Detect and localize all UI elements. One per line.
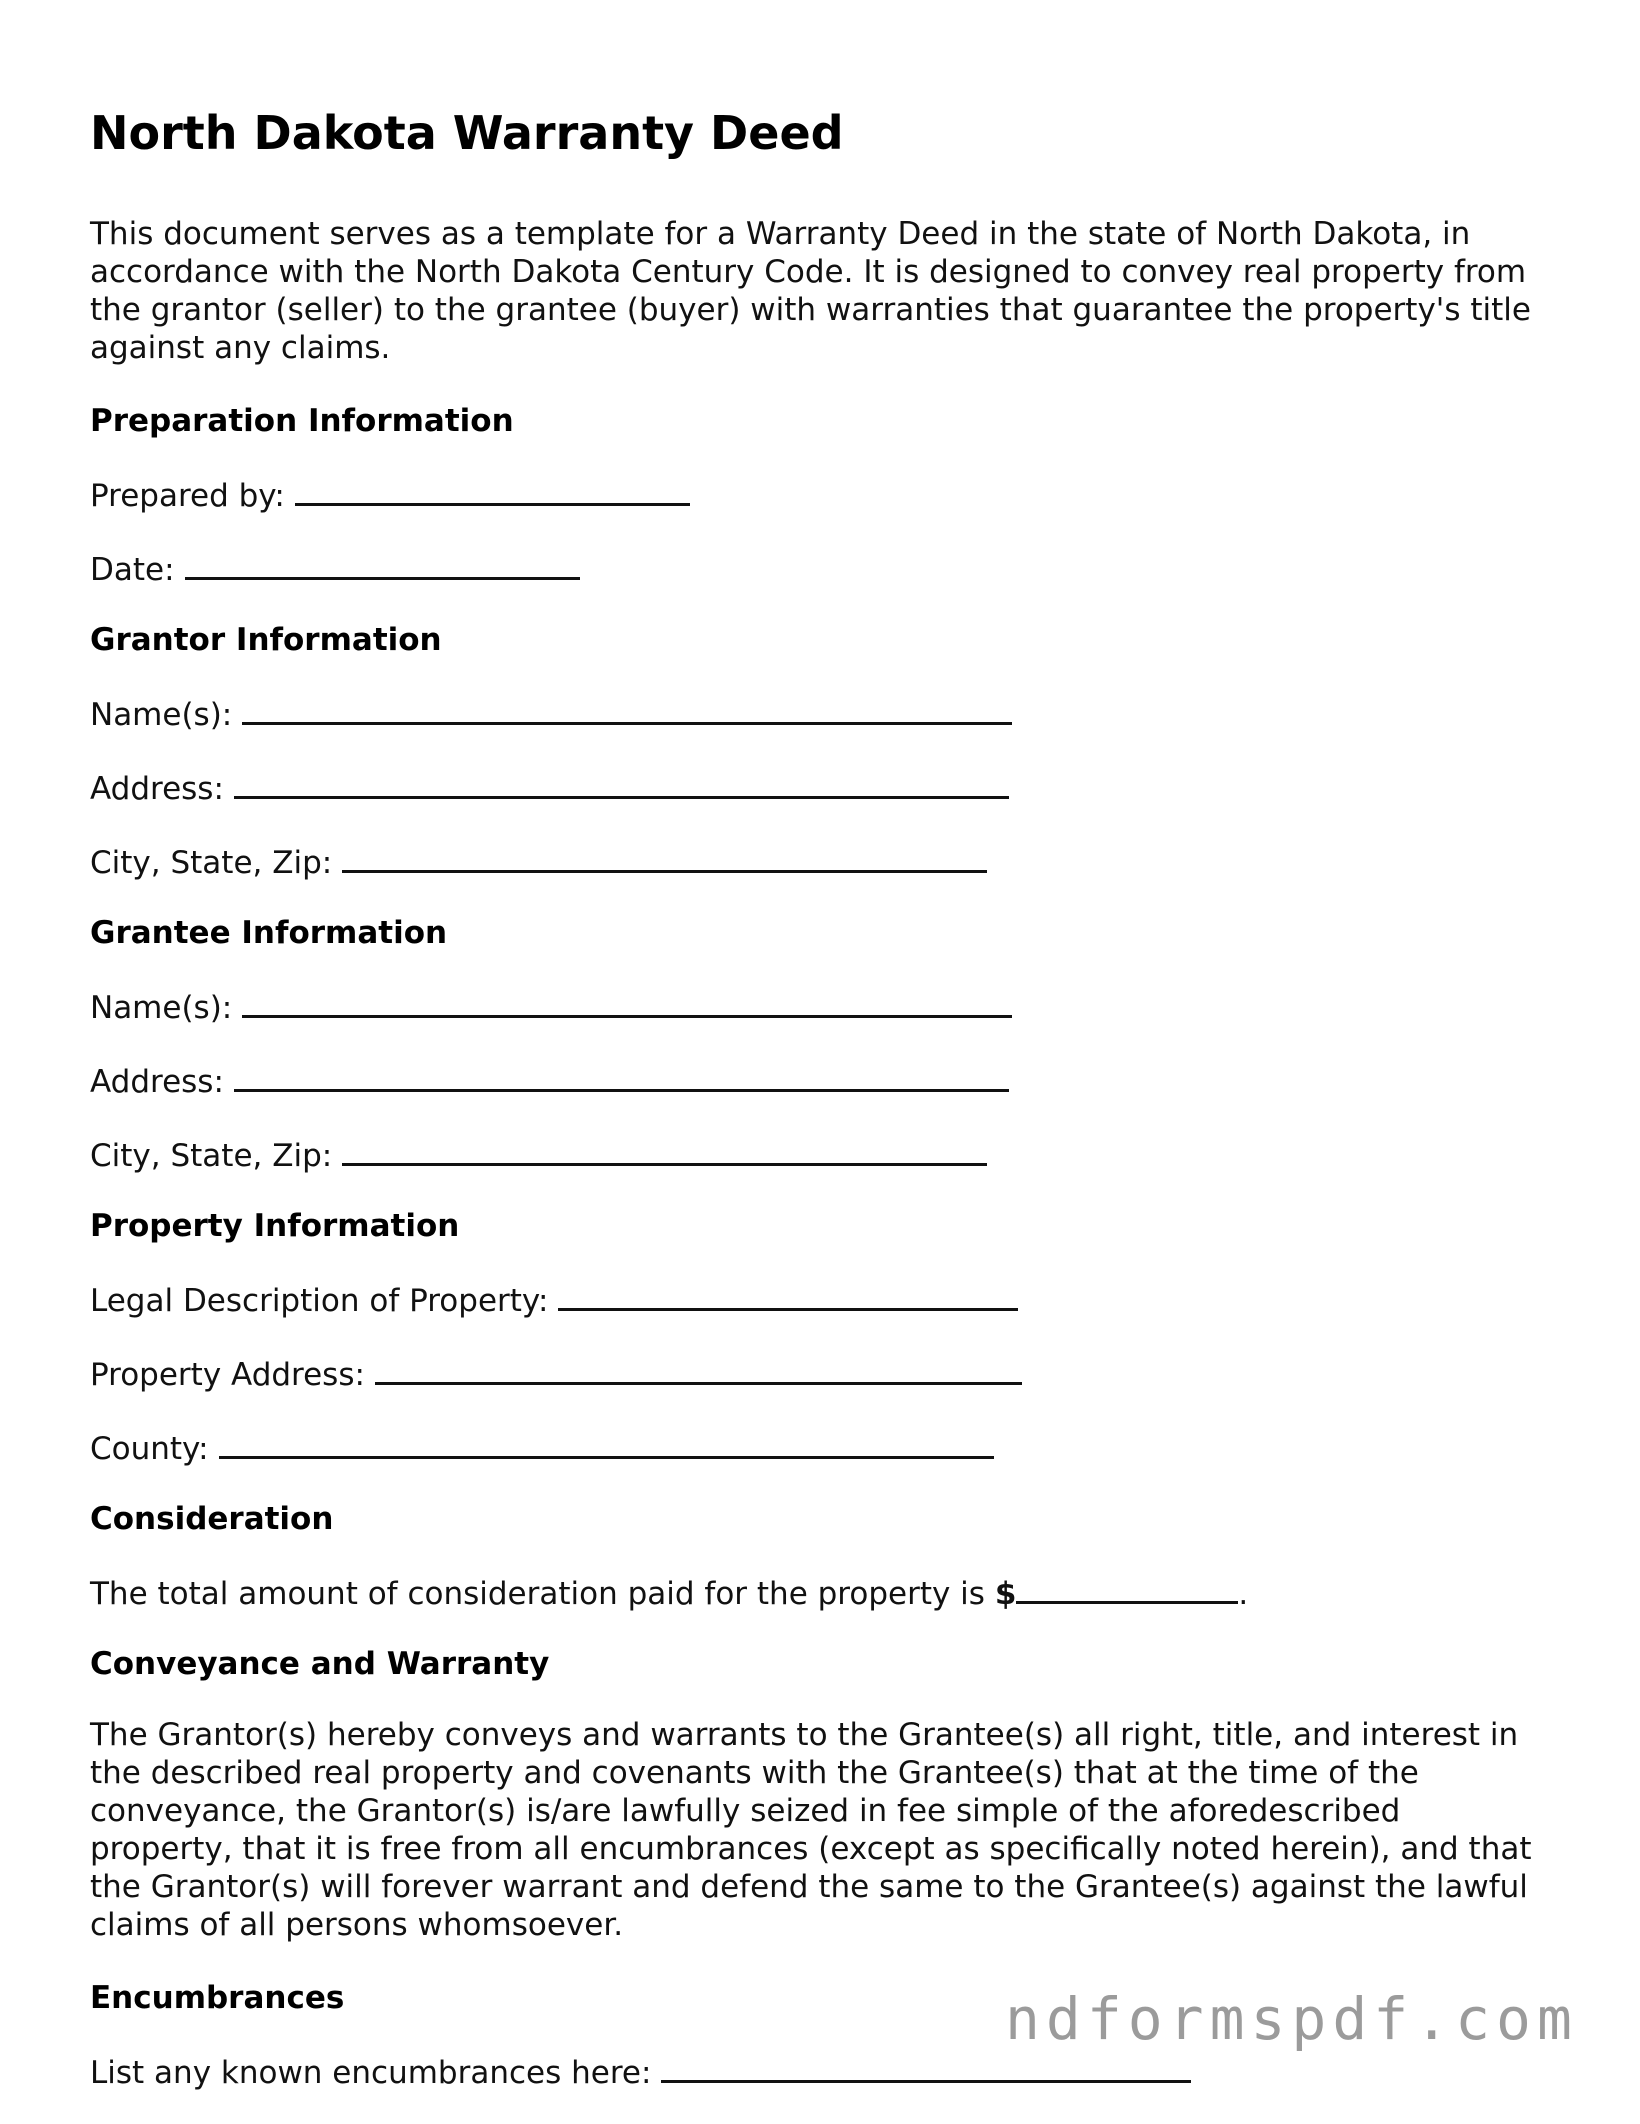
grantee-address-field — [90, 1059, 1560, 1101]
preparation-heading: Preparation Information — [90, 402, 514, 439]
grantor-address-blank[interactable] — [234, 766, 1009, 799]
grantee-names-field — [90, 985, 1560, 1027]
consideration-field — [90, 1571, 1560, 1613]
property-heading: Property Information — [90, 1207, 460, 1244]
dollar-sign: $ — [994, 1575, 1017, 1612]
conveyance-heading: Conveyance and Warranty — [90, 1645, 550, 1682]
grantee-address-blank[interactable] — [234, 1059, 1009, 1092]
legal-description-label: Legal Description of Property: — [90, 1282, 549, 1319]
grantor-heading: Grantor Information — [90, 621, 442, 658]
consideration-period: . — [1238, 1575, 1249, 1612]
document-page — [90, 108, 1560, 2124]
grantee-city-label: City, State, Zip: — [90, 1137, 333, 1174]
county-field — [90, 1426, 1560, 1468]
grantor-city-label: City, State, Zip: — [90, 844, 333, 881]
county-blank[interactable] — [219, 1426, 994, 1459]
consideration-heading: Consideration — [90, 1500, 334, 1537]
grantor-city-blank[interactable] — [342, 840, 987, 873]
encumbrances-heading: Encumbrances — [90, 1979, 345, 2016]
grantor-names-label: Name(s): — [90, 696, 233, 733]
county-label: County: — [90, 1430, 209, 1467]
legal-description-blank[interactable] — [558, 1278, 1018, 1311]
date-blank[interactable] — [185, 547, 580, 580]
grantor-city-field — [90, 840, 1560, 882]
conveyance-paragraph: The Grantor(s) hereby conveys and warrants to the Grantee(s) all right, title, and interest in the described real property and covenants with the Grantee(s) that at the time of the conveyance, the Grantor(s) is/are lawfully seized in fee simple of the aforedescribed property, that it is free from all encumbrances (except as specifically noted herein), and that the Grantor(s) will forever warrant and defend the same to the Grantee(s) against the lawful claims of all persons whomsoever. — [90, 1716, 1532, 1943]
prepared-by-blank[interactable] — [295, 473, 690, 506]
consideration-amount-blank[interactable] — [1016, 1571, 1238, 1604]
grantee-names-blank[interactable] — [242, 985, 1012, 1018]
date-label: Date: — [90, 551, 175, 588]
property-address-label: Property Address: — [90, 1356, 365, 1393]
prepared-by-label: Prepared by: — [90, 477, 285, 514]
document-title: North Dakota Warranty Deed — [90, 106, 844, 160]
grantor-address-field — [90, 766, 1560, 808]
grantee-heading: Grantee Information — [90, 914, 448, 951]
property-address-field — [90, 1352, 1560, 1394]
legal-description-field — [90, 1278, 1560, 1320]
grantor-address-label: Address: — [90, 770, 224, 807]
grantee-address-label: Address: — [90, 1063, 224, 1100]
encumbrances-label: List any known encumbrances here: — [90, 2054, 652, 2091]
grantee-city-field — [90, 1133, 1560, 1175]
property-address-blank[interactable] — [375, 1352, 1022, 1385]
grantee-names-label: Name(s): — [90, 989, 233, 1026]
date-field — [90, 547, 1560, 589]
encumbrances-blank[interactable] — [661, 2050, 1191, 2083]
prepared-by-field — [90, 473, 1560, 515]
grantor-names-blank[interactable] — [242, 692, 1012, 725]
intro-paragraph: This document serves as a template for a Warranty Deed in the state of North Dakota, in accordance with the North Dakota Century Code. It is designed to convey real property from the grantor (seller) to the grantee (buyer) with warranties that guarantee the property's title against any claims. — [90, 215, 1531, 366]
site-watermark: ndformspdf.com — [1005, 1985, 1578, 2053]
encumbrances-field — [90, 2050, 1560, 2092]
consideration-text: The total amount of consideration paid for the property is — [90, 1575, 985, 1612]
grantor-names-field — [90, 692, 1560, 734]
grantee-city-blank[interactable] — [342, 1133, 987, 1166]
